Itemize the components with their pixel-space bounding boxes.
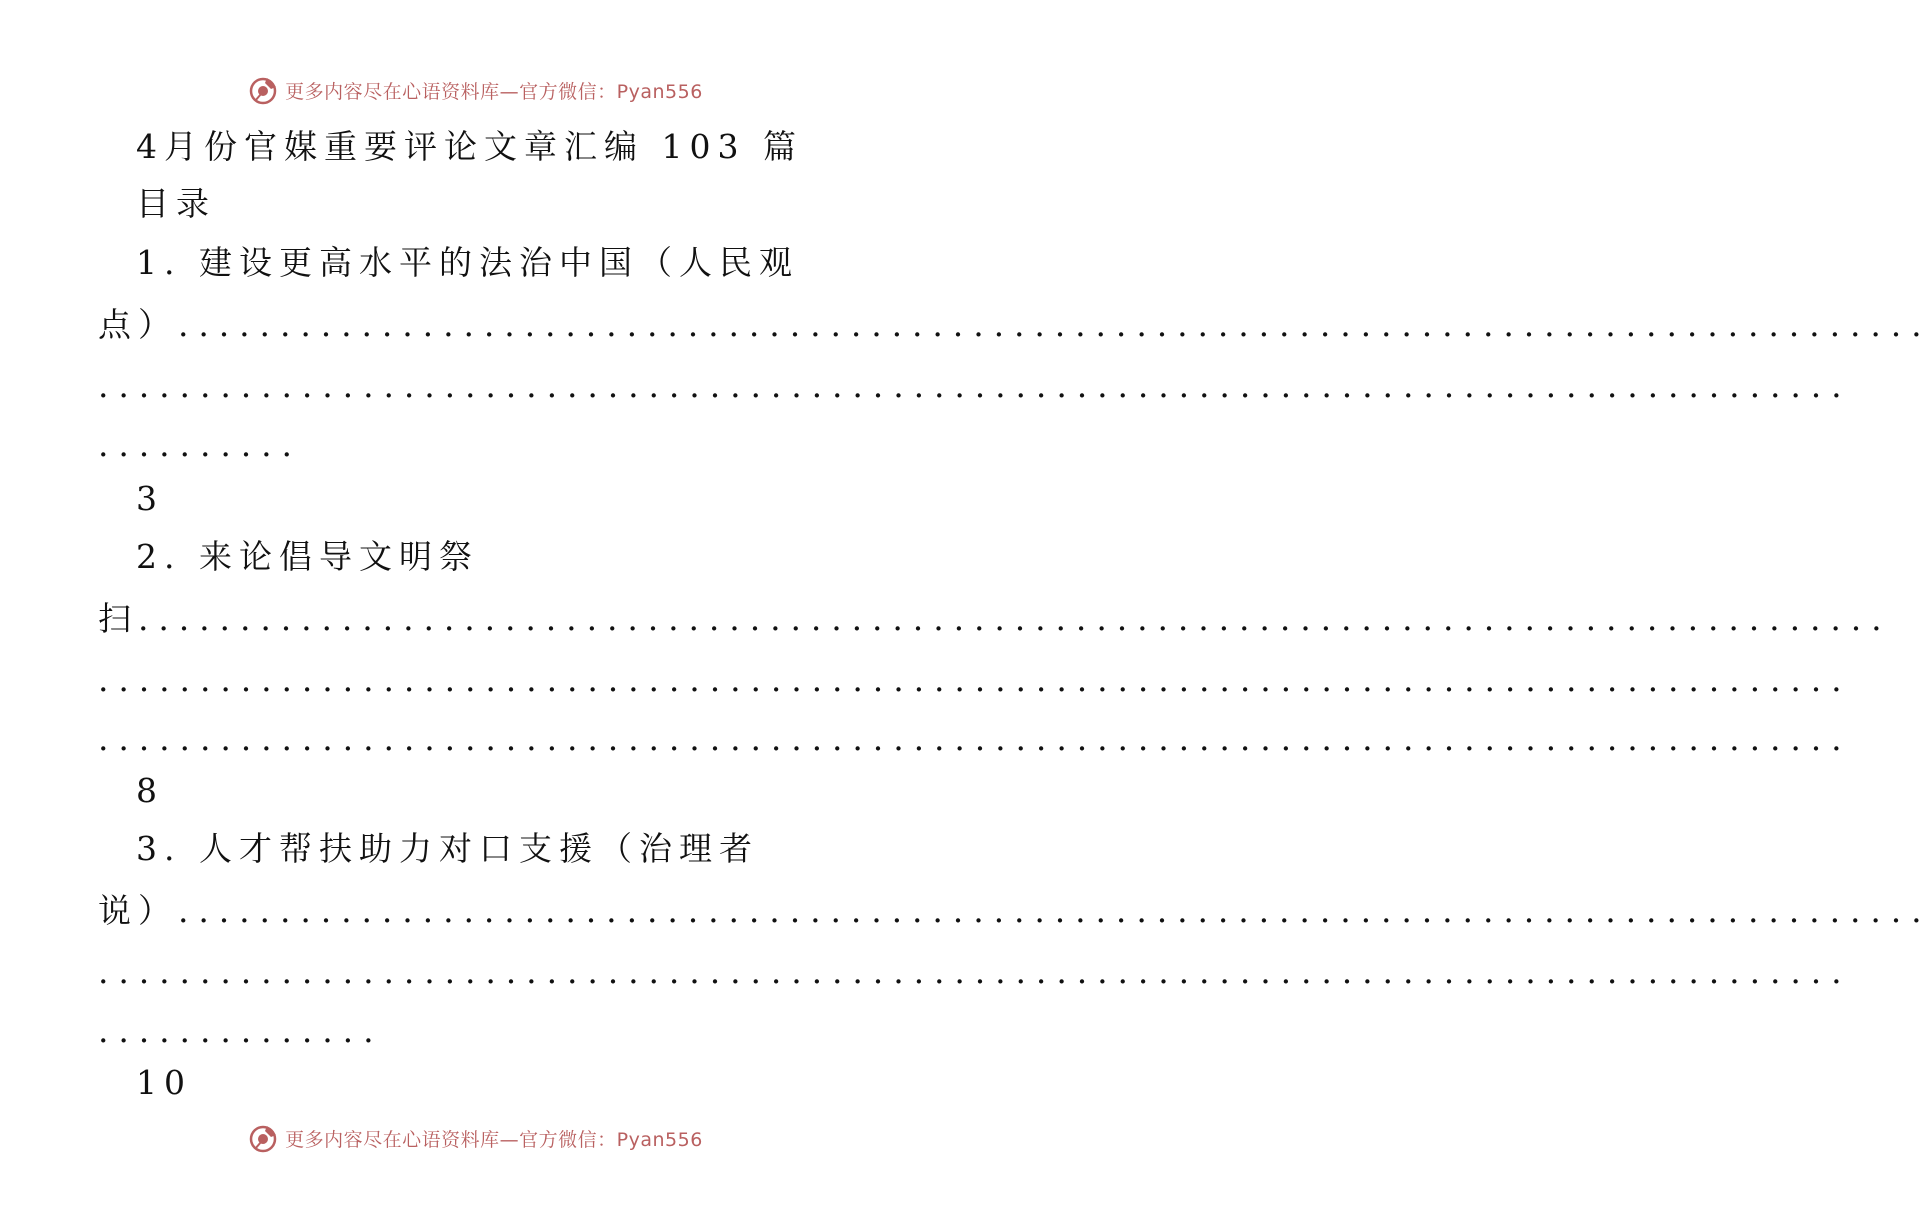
toc-entry-2-page-number: 8 bbox=[136, 771, 164, 810]
footer-watermark-text: 更多内容尽在心语资料库—官方微信：Pyan556 bbox=[285, 1128, 703, 1151]
toc-entry-2-leader-line-1: 扫...................................................................................... bbox=[98, 599, 1892, 638]
toc-entry-1-page-number: 3 bbox=[136, 479, 164, 518]
brand-logo-icon bbox=[247, 74, 279, 106]
toc-entry-2-leader-line-2: ...................................................................................... bbox=[98, 660, 1852, 699]
toc-entry-1-leader-line-1: 点）...................................................................................... bbox=[98, 305, 1932, 344]
toc-entry-1-heading: 1. 建设更高水平的法治中国（人民观 bbox=[136, 243, 799, 282]
toc-entry-1-continuation: 点） bbox=[98, 305, 178, 344]
header-watermark-text: 更多内容尽在心语资料库—官方微信：Pyan556 bbox=[285, 80, 703, 103]
toc-entry-2-continuation: 扫 bbox=[98, 599, 138, 638]
toc-entry-1-leader-line-2: ...................................................................................... bbox=[98, 366, 1852, 405]
toc-entry-3-leader-line-3: .............. bbox=[98, 1011, 384, 1050]
brand-logo-icon bbox=[247, 1122, 279, 1154]
toc-entry-3-continuation: 说） bbox=[98, 891, 178, 930]
toc-entry-3-page-number: 10 bbox=[136, 1063, 192, 1102]
toc-entry-2-leader-line-3: ...................................................................................... bbox=[98, 719, 1852, 758]
toc-entry-1-leader-line-3: .......... bbox=[98, 425, 302, 464]
footer-watermark-banner bbox=[0, 1118, 950, 1158]
toc-entry-3-heading: 3. 人才帮扶助力对口支援（治理者 bbox=[136, 829, 759, 868]
header-watermark-banner bbox=[0, 70, 950, 110]
document-title: 4月份官媒重要评论文章汇编 103 篇 bbox=[136, 127, 803, 166]
toc-entry-3-leader-line-1: 说）...................................................................................... bbox=[98, 891, 1932, 930]
toc-entry-3-leader-line-2: ...................................................................................... bbox=[98, 952, 1852, 991]
toc-heading: 目录 bbox=[136, 184, 216, 223]
toc-entry-2-heading: 2. 来论倡导文明祭 bbox=[136, 537, 479, 576]
